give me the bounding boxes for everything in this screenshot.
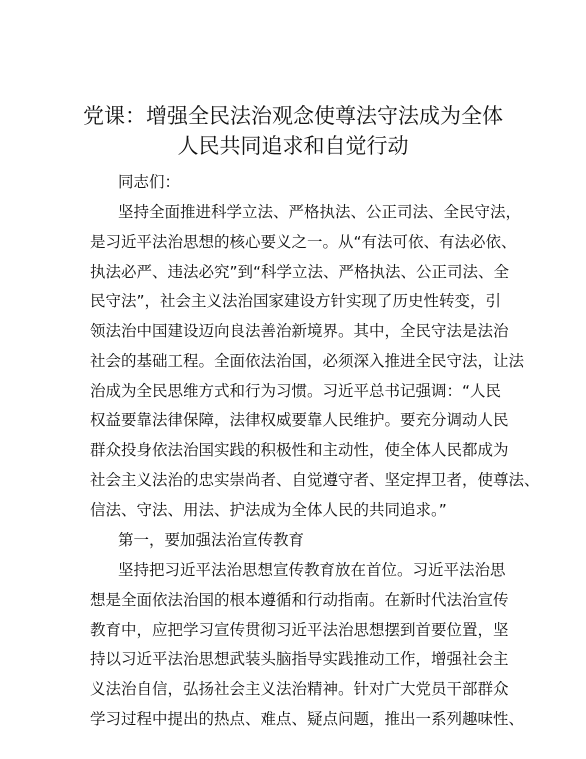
document-title-line-2: 人民共同追求和自觉行动: [177, 134, 409, 158]
paragraph-2-line: 坚持把习近平法治思想宣传教育放在首位。习近平法治思: [118, 561, 506, 579]
paragraph-2-line: 持以习近平法治思想武装头脑指导实践推动工作，增强社会主: [90, 650, 509, 668]
paragraph-1-line: 坚持全面推进科学立法、严格执法、公正司法、全民守法，: [118, 203, 522, 221]
salutation: 同志们：: [118, 173, 181, 191]
paragraph-1-line: 社会的基础工程。全面依法治国，必须深入推进全民守法，让法: [90, 352, 525, 370]
paragraph-1-line: 治成为全民思维方式和行为习惯。习近平总书记强调：“人民: [90, 382, 502, 400]
paragraph-2-line: 想是全面依法治国的根本遵循和行动指南。在新时代法治宣传: [90, 591, 509, 609]
paragraph-1-line: 领法治中国建设迈向良法善治新境界。其中，全民守法是法治: [90, 322, 509, 340]
paragraph-2-line: 教育中，应把学习宣传贯彻习近平法治思想摆到首要位置，坚: [90, 621, 509, 639]
paragraph-2-line: 学习过程中提出的热点、难点、疑点问题，推出一系列趣味性、: [90, 710, 525, 728]
section-heading: 第一，要加强法治宣传教育: [118, 531, 305, 549]
paragraph-1-line: 执法必严、违法必究”到“科学立法、严格执法、公正司法、全: [90, 263, 510, 281]
paragraph-1-line: 民守法”，社会主义法治国家建设方针实现了历史性转变，引: [90, 292, 502, 310]
paragraph-1-line: 信法、守法、用法、护法成为全体人民的共同追求。”: [90, 501, 447, 519]
document-title-line-1: 党课：增强全民法治观念使尊法守法成为全体: [83, 104, 503, 128]
paragraph-1-line: 社会主义法治的忠实崇尚者、自觉遵守者、坚定捍卫者，使尊法、: [90, 471, 540, 489]
paragraph-1-line: 是习近平法治思想的核心要义之一。从“有法可依、有法必依、: [90, 233, 517, 251]
paragraph-1-line: 权益要靠法律保障，法律权威要靠人民维护。要充分调动人民: [90, 411, 509, 429]
paragraph-2-line: 义法治自信，弘扬社会主义法治精神。针对广大党员干部群众: [90, 680, 509, 698]
paragraph-1-line: 群众投身依法治国实践的积极性和主动性，使全体人民都成为: [90, 441, 509, 459]
